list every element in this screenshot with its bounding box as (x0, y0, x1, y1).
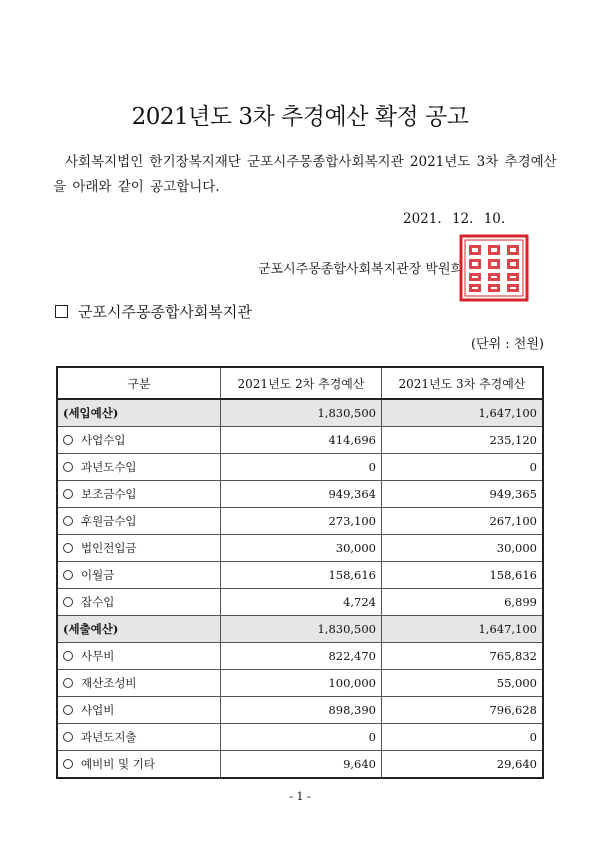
value-3rd-budget: 1,647,100 (382, 616, 544, 643)
value-2nd-budget: 414,696 (221, 427, 382, 454)
value-3rd-budget: 949,365 (382, 481, 544, 508)
row-category (57, 616, 221, 643)
row-label: (세출예산) (63, 622, 119, 636)
value-2nd-budget: 0 (221, 454, 382, 481)
value-3rd-budget: 1,647,100 (382, 399, 544, 427)
circle-bullet-icon (63, 543, 73, 553)
table-row (57, 643, 543, 670)
value-3rd-budget: 796,628 (382, 697, 544, 724)
row-category (57, 589, 221, 616)
row-category (57, 724, 221, 751)
table-row (57, 751, 543, 779)
row-category (57, 508, 221, 535)
circle-bullet-icon (63, 732, 73, 742)
row-label: 과년도지출 (81, 730, 137, 744)
row-category (57, 562, 221, 589)
unit-label: (단위 : 천원) (470, 337, 544, 352)
page-number: - 1 - (289, 790, 311, 803)
announcement-date: 2021. 12. 10. (403, 211, 506, 227)
signer-name: 군포시주몽종합사회복지관장 박원희 (258, 262, 464, 277)
value-3rd-budget: 158,616 (382, 562, 544, 589)
circle-bullet-icon (63, 705, 73, 715)
page-title: 2021년도 3차 추경예산 확정 공고 (131, 104, 469, 130)
table-row (57, 670, 543, 697)
circle-bullet-icon (63, 435, 73, 445)
section-title: 군포시주몽종합사회복지관 (78, 303, 252, 321)
row-category (57, 481, 221, 508)
row-label: 사업비 (81, 703, 115, 717)
row-category (57, 670, 221, 697)
header-3rd-budget: 2021년도 3차 추경예산 (382, 367, 544, 399)
value-3rd-budget: 6,899 (382, 589, 544, 616)
row-label: 잡수입 (81, 595, 115, 609)
row-category (57, 697, 221, 724)
value-2nd-budget: 4,724 (221, 589, 382, 616)
value-2nd-budget: 100,000 (221, 670, 382, 697)
value-3rd-budget: 267,100 (382, 508, 544, 535)
value-2nd-budget: 949,364 (221, 481, 382, 508)
value-3rd-budget: 235,120 (382, 427, 544, 454)
circle-bullet-icon (63, 759, 73, 769)
circle-bullet-icon (63, 597, 73, 607)
table-row (57, 508, 543, 535)
budget-table (56, 366, 544, 779)
value-2nd-budget: 1,830,500 (221, 616, 382, 643)
row-label: 보조금수입 (81, 487, 137, 501)
circle-bullet-icon (63, 651, 73, 661)
table-row (57, 589, 543, 616)
value-2nd-budget: 822,470 (221, 643, 382, 670)
table-row (57, 481, 543, 508)
value-2nd-budget: 1,830,500 (221, 399, 382, 427)
row-category (57, 751, 221, 779)
value-3rd-budget: 29,640 (382, 751, 544, 779)
row-label: 이월금 (81, 568, 115, 582)
table-row (57, 724, 543, 751)
value-2nd-budget: 273,100 (221, 508, 382, 535)
row-label: 재산조성비 (81, 676, 137, 690)
row-label: 과년도수입 (81, 460, 137, 474)
square-bullet-icon (55, 305, 68, 318)
value-3rd-budget: 0 (382, 724, 544, 751)
circle-bullet-icon (63, 489, 73, 499)
circle-bullet-icon (63, 678, 73, 688)
table-group-row (57, 399, 543, 427)
table-row (57, 562, 543, 589)
value-2nd-budget: 158,616 (221, 562, 382, 589)
value-3rd-budget: 30,000 (382, 535, 544, 562)
table-header-row (57, 367, 543, 399)
table-group-row (57, 616, 543, 643)
value-2nd-budget: 898,390 (221, 697, 382, 724)
value-2nd-budget: 9,640 (221, 751, 382, 779)
header-category: 구분 (57, 367, 221, 399)
value-3rd-budget: 55,000 (382, 670, 544, 697)
intro-paragraph: 사회복지법인 한기장복지재단 군포시주몽종합사회복지관 2021년도 3차 추경예산을 아래와 같이 공고합니다. (53, 154, 557, 195)
circle-bullet-icon (63, 462, 73, 472)
row-label: (세입예산) (63, 406, 119, 420)
row-category (57, 454, 221, 481)
row-label: 사무비 (81, 649, 115, 663)
table-row (57, 697, 543, 724)
row-label: 사업수입 (81, 433, 126, 447)
value-2nd-budget: 30,000 (221, 535, 382, 562)
header-2nd-budget: 2021년도 2차 추경예산 (221, 367, 382, 399)
official-seal-stamp (459, 234, 529, 302)
row-category (57, 399, 221, 427)
row-label: 법인전입금 (81, 541, 137, 555)
table-row (57, 535, 543, 562)
row-label: 예비비 및 기타 (81, 757, 155, 771)
row-category (57, 427, 221, 454)
circle-bullet-icon (63, 516, 73, 526)
table-row (57, 427, 543, 454)
table-row (57, 454, 543, 481)
circle-bullet-icon (63, 570, 73, 580)
value-2nd-budget: 0 (221, 724, 382, 751)
value-3rd-budget: 765,832 (382, 643, 544, 670)
row-category (57, 535, 221, 562)
row-label: 후원금수입 (81, 514, 137, 528)
section-heading (55, 301, 252, 322)
row-category (57, 643, 221, 670)
value-3rd-budget: 0 (382, 454, 544, 481)
